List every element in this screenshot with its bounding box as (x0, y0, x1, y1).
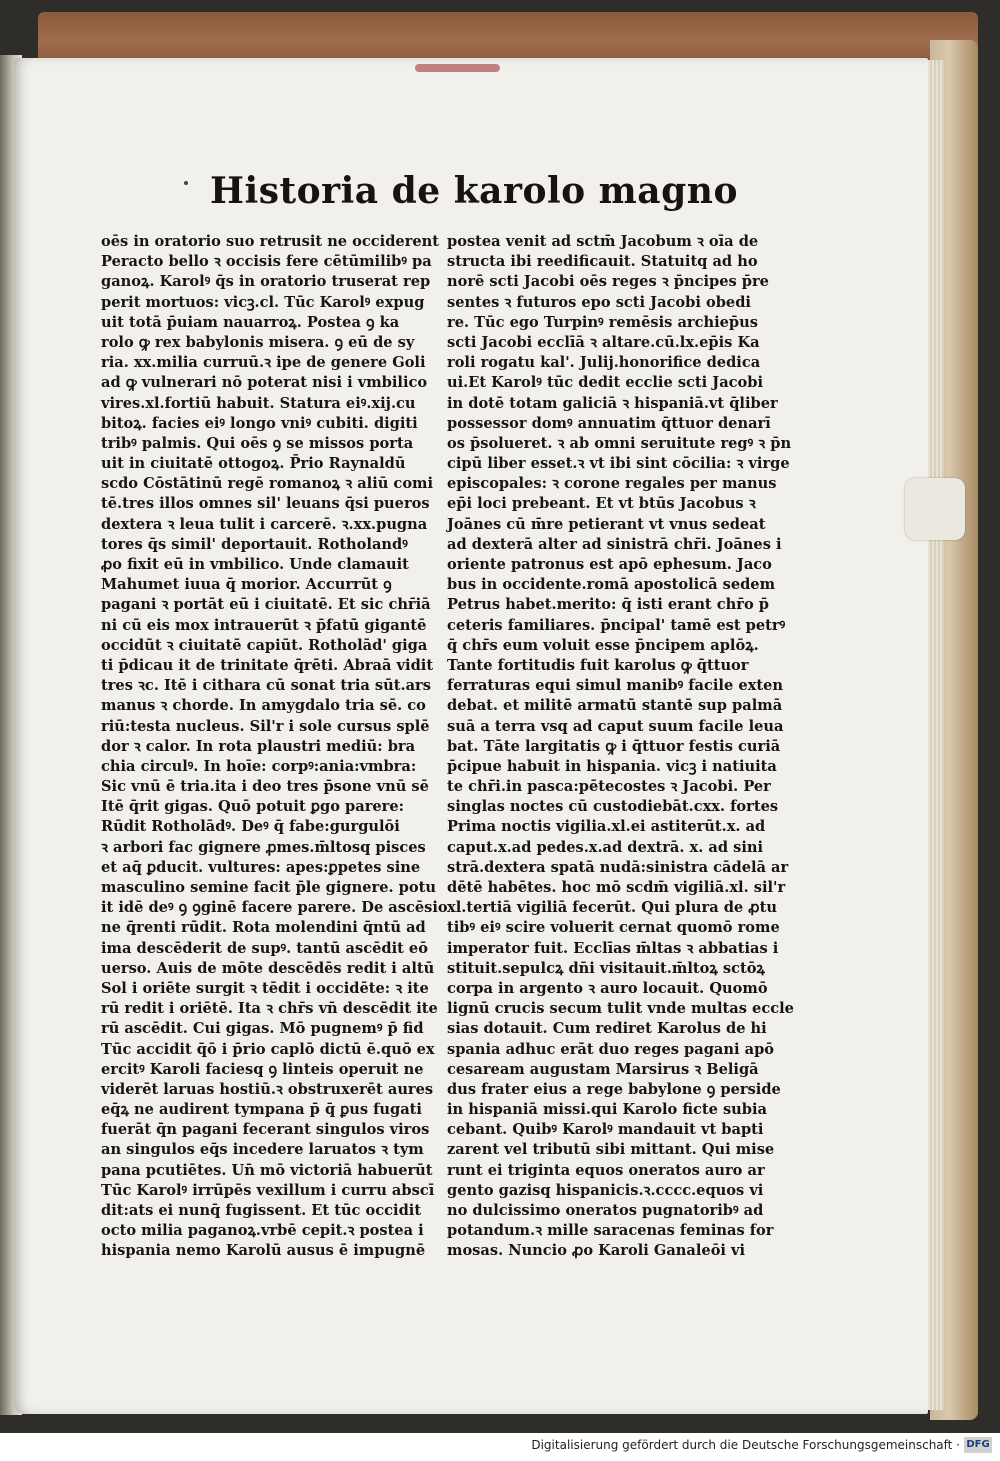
text-line: structa ibi reedificauit. Statuitq ad ho (447, 253, 758, 271)
text-line: ep̄i loci prebeant. Et vt btūs Jacobus ꝛ (447, 495, 756, 513)
text-line: manus ꝛ chorde. In amygdalo tria sē. co (101, 697, 426, 715)
text-line: hispania nemo Karolū ausus ē impugnē (101, 1242, 426, 1260)
text-column-right (447, 232, 794, 1260)
text-line: debat. et militē armatū stantē sup palmā (447, 697, 783, 715)
text-line: tibꝰ eiꝰ scire voluerit cernat quomō rome (447, 919, 780, 937)
text-line: vires.xl.fortiū habuit. Statura eiꝰ.xij.cu (101, 394, 416, 412)
text-line: Prima noctis vigilia.xl.ei astiterūt.x. ad (447, 818, 766, 836)
text-column-left (101, 232, 448, 1260)
text-line: dus frater eius a rege babylone ꝯ perside (447, 1080, 781, 1098)
ink-dot (184, 181, 188, 185)
text-line: fuerāt q̄n pagani fecerant singulos viros (101, 1121, 430, 1139)
text-line: oriente patronus est apō ephesum. Jaco (447, 556, 772, 573)
text-line: dētē habētes. hoc mō scdm̄ vigiliā.xl. sil'r (447, 879, 786, 896)
text-line: corpa in argento ꝛ auro locauit. Quomō (447, 979, 768, 997)
text-line: Rūdit Rotholādꝰ. Deꝰ q̄ fabe:gurgulōi (101, 818, 400, 836)
text-line: spania adhuc erāt duo reges pagani apō (447, 1040, 775, 1058)
text-line: bat. Tāte largitatis ꝙ i q̄ttuor festis curiā (447, 737, 781, 755)
text-line: potandum.ꝛ mille saracenas feminas for (447, 1222, 774, 1240)
text-line: rū ascēdit. Cui gigas. Mō pugnemꝰ p̄ fid (101, 1020, 424, 1038)
text-line: pana pcutiētes. Un̄ mō victoriā habuerūt (101, 1161, 433, 1179)
text-line: cebant. Quibꝰ Karolꝰ mandauit vt bapti (447, 1121, 764, 1139)
text-line: tores q̄s simil' deportauit. Rotholandꝰ (101, 535, 408, 553)
text-line: uit totā p̄uiam nauarroꝝ. Postea ꝯ ka (101, 313, 400, 331)
text-line: ni cū eis mox intrauerūt ꝛ p̄fatū gigantē (101, 616, 427, 634)
text-line: tē.tres illos omnes sil' leuans q̄si pueros (101, 495, 430, 513)
text-line: rolo ꝙ rex babylonis misera. ꝯ eū de sy (101, 333, 415, 351)
text-line: ne q̄renti rūdit. Rota molendini q̄ntū ad (101, 919, 426, 937)
text-line: in dotē totam galiciā ꝛ hispaniā.vt q̄liber (447, 394, 778, 412)
text-line: Sic vnū ē tria.ita i deo tres p̄sone vnū sē (101, 778, 429, 796)
page-tab-marker (905, 478, 965, 540)
text-line: dor ꝛ calor. In rota plaustri mediū: bra (101, 737, 416, 755)
text-line: eq̄ꝝ ne audirent tympana p̄ q̄ ꝑus fugati (101, 1101, 422, 1119)
text-line: re. Tūc ego Turpinꝰ remēsis archiep̄us (447, 313, 758, 331)
text-line: ria. xx.milia curruū.ꝛ ipe de genere Goli (101, 354, 426, 372)
text-line: possessor domꝰ annuatim q̄ttuor denarī (447, 414, 771, 432)
text-line: roli rogatu kal'. Julij.honorifice dedica (447, 354, 761, 372)
text-line: oēs in oratorio suo retrusit ne occiderent (101, 233, 440, 250)
text-line: occidūt ꝛ ciuitatē capiūt. Rotholād' giga (101, 636, 428, 654)
text-line: mosas. Nuncio ꝓo Karoli Ganaleōi vi (447, 1242, 746, 1260)
text-line: pagani ꝛ portāt eū i ciuitatē. Et sic chr̄iā (101, 596, 431, 614)
text-line: in hispaniā missi.qui Karolo ficte subia (447, 1101, 767, 1119)
text-line: Mahumet iuua q̄ morior. Accurrūt ꝯ (101, 576, 392, 594)
text-line: riū:testa nucleus. Sil'r i sole cursus splē (101, 717, 430, 735)
text-line: te chr̄i.in pasca:pētecostes ꝛ Jacobi. Per (447, 778, 771, 796)
text-line: masculino semine facit p̄le gignere. potu (101, 879, 436, 896)
text-line: bus in occidente.romā apostolicā sedem (447, 576, 776, 594)
text-line: cipū liber esset.ꝛ vt ibi sint cōcilia: ꝛ virge (447, 455, 790, 473)
text-line: ganoꝝ. Karolꝰ q̄s in oratorio truserat rep (101, 273, 431, 291)
text-line: sias dotauit. Cum rediret Karolus de hi (447, 1020, 767, 1038)
text-line: tres ꝛc. Itē i cithara cū sonat tria sūt.ars (101, 677, 431, 695)
text-line: ꝛ arbori fac gignere ꝓmes.m̄ltosq pisces (101, 838, 426, 856)
text-line: octo milia paganoꝝ.vrbē cepit.ꝛ postea i (101, 1222, 424, 1240)
text-line: ad dexterā alter ad sinistrā chr̄i. Joānes i (447, 535, 782, 553)
text-line: strā.dextera spatā nudā:sinistra cādelā ar (447, 858, 789, 876)
text-line: uerso. Auis de mōte descēdēs redit i altū (101, 959, 435, 977)
text-line: Petrus habet.merito: q̄ isti erant chr̄o p̄ (447, 596, 769, 614)
text-line: uit in ciuitatē ottogoꝝ. P̄rio Raynaldū (101, 455, 406, 473)
text-line: Tante fortitudis fuit karolus ꝙ q̄ttuor (447, 656, 749, 674)
text-line: ti p̄dicau it de trinitate q̄rēti. Abraā vidit (101, 656, 434, 674)
text-line: zarent vel tributū sibi mittant. Qui mise (447, 1141, 775, 1159)
text-line: perit mortuos: vicꝫ.cl. Tūc Karolꝰ expug (101, 293, 425, 311)
text-line: Peracto bello ꝛ occisis fere cētūmilibꝰ pa (101, 253, 432, 271)
text-line: ima descēderit de supꝰ. tantū ascēdit eō (101, 939, 428, 957)
text-line: Sol i oriēte surgit ꝛ tēdit i occidēte: ꝛ ite (101, 979, 429, 997)
text-line: it idē deꝰ ꝯ ꝯginē facere parere. De ascēsio (101, 899, 448, 917)
text-line: ad ꝙ vulnerari nō poterat nisi i vmbilico (101, 374, 428, 392)
text-line: imperator fuit. Ecclīas m̄ltas ꝛ abbatias i (447, 939, 779, 957)
text-line: dextera ꝛ leua tulit i carcerē. ꝛ.xx.pugna (101, 515, 428, 533)
text-line: ui.Et Karolꝰ tūc dedit ecclie scti Jacobi (447, 374, 764, 392)
text-line: gento gazisq hispanicis.ꝛ.cccc.equos vi (447, 1181, 764, 1199)
text-line: Tūc Karolꝰ irrūpēs vexillum i curru abscī (101, 1181, 435, 1199)
text-line: ferraturas equi simul manibꝰ facile exten (447, 677, 783, 695)
text-line: runt ei triginta equos oneratos auro ar (447, 1161, 765, 1179)
text-line: ceteris familiares. p̄ncipal' tamē est petrꝰ (447, 616, 786, 634)
text-line: xl.tertiā vigiliā fecerūt. Qui plura de ꝓtu (447, 899, 777, 917)
text-line: Itē q̄rit gigas. Quō potuit ꝑgo parere: (101, 798, 405, 816)
text-line: q̄ chr̄s eum voluit esse p̄ncipem aplōꝝ. (447, 636, 759, 654)
text-line: os p̄solueret. ꝛ ab omni seruitute regꝰ ꝛ p̄n (447, 434, 792, 452)
text-line: bitoꝝ. facies eiꝰ longo vniꝰ cubiti. digiti (101, 414, 418, 432)
text-line: singlas noctes cū custodiebāt.cxx. fortes (447, 798, 779, 816)
dfg-logo: DFG (964, 1437, 992, 1453)
text-line: episcopales: ꝛ corone regales per manus (447, 475, 777, 493)
text-line: stituit.sepulcꝝ dn̄i visitauit.m̄ltoꝝ sctōꝝ (447, 959, 765, 977)
text-line: scdo Cōstātinū regē romanoꝝ ꝛ aliū comi (101, 475, 434, 493)
text-line: chia circulꝰ. In hoīe: corpꝰ:ania:vmbra: (101, 757, 417, 775)
text-line: Joānes cū m̄re petierant vt vnus sedeat (447, 515, 766, 533)
text-line: an singulos eq̄s incedere laruatos ꝛ tym (101, 1141, 424, 1159)
text-line: sentes ꝛ futuros epo scti Jacobi obedi (447, 293, 751, 311)
footer-credit: Digitalisierung gefördert durch die Deutsche Forschungsgemeinschaft · (531, 1438, 960, 1452)
text-line: suā a terra vsq ad caput suum facile leua (447, 717, 784, 735)
text-line: ercitꝰ Karoli faciesq ꝯ linteis operuit ne (101, 1060, 424, 1078)
red-stain (415, 64, 500, 72)
text-line: tribꝰ palmis. Qui oēs ꝯ se missos porta (101, 434, 414, 452)
text-line: caput.x.ad pedes.x.ad dextrā. x. ad sini (447, 838, 764, 856)
text-line: norē scti Jacobi oēs reges ꝛ p̄ncipes p̄re (447, 273, 769, 291)
text-line: dit:ats ei nunq̄ fugissent. Et tūc occidit (101, 1202, 422, 1219)
text-line: lignū crucis secum tulit vnde multas eccle (447, 1000, 794, 1018)
text-line: cesaream augustam Marsirus ꝛ Beligā (447, 1060, 759, 1078)
page-title: Historia de karolo magno (210, 170, 738, 212)
text-line: postea venit ad sctm̄ Jacobum ꝛ oīa de (447, 233, 759, 250)
text-line: no dulcissimo oneratos pugnatoribꝰ ad (447, 1202, 764, 1219)
text-line: p̄cipue habuit in hispania. vicꝫ i natiuita (447, 757, 777, 775)
text-line: rū redit i oriētē. Ita ꝛ chr̄s vn̄ descēdit ite (101, 1000, 438, 1018)
text-line: et aq̄ ꝑducit. vultures: apes:ꝑpetes sine (101, 858, 421, 876)
text-line: ꝓo fixit eū in vmbilico. Unde clamauit (101, 556, 409, 573)
text-line: Tūc accidit q̄ō i p̄rio caplō dictū ē.quō ex (101, 1040, 435, 1058)
text-line: viderēt laruas hostiū.ꝛ obstruxerēt aures (101, 1080, 434, 1098)
text-line: scti Jacobi ecclīā ꝛ altare.cū.lx.ep̄is Ka (447, 333, 760, 351)
